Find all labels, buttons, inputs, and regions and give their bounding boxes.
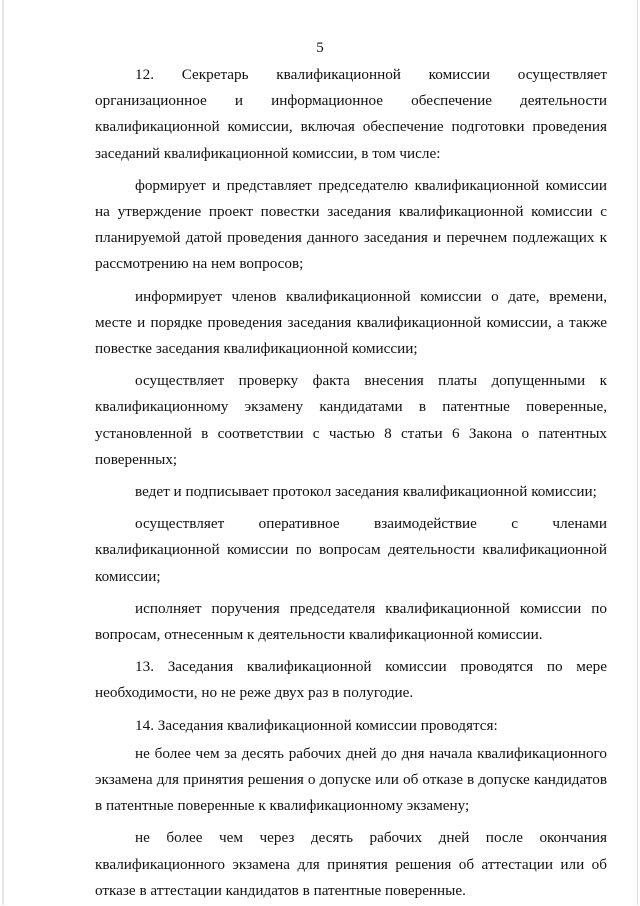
paragraph-14: 14. Заседания квалификационной комиссии проводятся: [135,716,498,734]
paragraph-informs-members: информирует членов квалификационной комиссии о дате, времени, месте и порядке проведения заседания квалификационной комиссии, а также повестке заседания квалификационной комиссии; [95,287,607,358]
paragraph-checks-payment: осуществляет проверку факта внесения платы допущенными к квалификационному экзамену кандидатами в патентные поверенные, установленной в соответствии с частью 8 статьи 6 Закона о патентных поверенных; [95,372,607,468]
paragraph-13: 13. Заседания квалификационной комиссии проводятся по мере необходимости, но не реже двух раз в полугодие. [95,658,607,702]
paragraph-interaction: осуществляет оперативное взаимодействие с членами квалификационной комиссии по вопросам деятельности квалификационной комиссии; [95,515,607,585]
paragraph-before-exam: не более чем за десять рабочих дней до дня начала квалификационного экзамена для принятия решения о допуске или об отказе в допуске кандидатов в патентные поверенные к квалификационному экзамену; [95,744,607,815]
page-number: 5 [316,40,324,56]
scan-edge-right [637,0,638,905]
paragraph-after-exam: не более чем через десять рабочих дней после окончания квалификационного экзамена для принятия решения об аттестации или об отказе в аттестации кандидатов в патентные поверенные. [95,829,607,899]
paragraph-executes-orders: исполняет поручения председателя квалификационной комиссии по вопросам, отнесенным к деятельности квалификационной комиссии. [95,599,607,644]
paragraph-12: 12. Секретарь квалификационной комиссии осуществляет организационное и информационное обеспечение деятельности квалификационной комиссии, включая обеспечение подготовки проведения заседаний квалификационной комиссии, в том числе: [95,66,607,162]
scan-edge-left [2,0,4,905]
paragraph-keeps-protocol: ведет и подписывает протокол заседания квалификационной комиссии; [135,483,597,501]
document-body [95,62,607,906]
paragraph-forms-agenda: формирует и представляет председателю квалификационной комиссии на утверждение проект повестки заседания квалификационной комиссии с планируемой датой проведения данного заседания и перечнем подлежащих к рассмотрению на нем вопросов; [95,176,607,273]
